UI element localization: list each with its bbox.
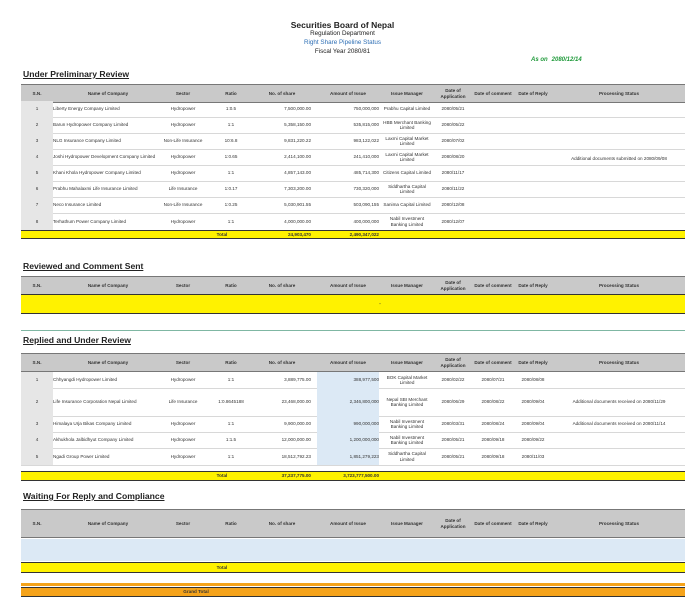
section-title-waiting: Waiting For Reply and Compliance — [23, 491, 165, 501]
cell-ratio: 1:0.25 — [224, 202, 238, 208]
cell-reply — [513, 133, 553, 149]
column-header: Issue Manager — [391, 90, 423, 96]
fiscal-year: Fiscal Year 2080/81 — [314, 48, 371, 55]
column-header: Name of Company — [87, 520, 129, 526]
cell-sn: 4 — [21, 149, 53, 165]
column-header: S.N. — [32, 90, 42, 96]
cell-reply: 2080/08/08 — [521, 377, 545, 383]
report-title: Right Share Pipeline Status — [303, 39, 381, 46]
column-header: S.N. — [32, 359, 42, 365]
cell-name: Life Insurance Corporation Nepal Limited — [53, 399, 137, 405]
total-label: Total — [216, 564, 228, 570]
table-row — [21, 432, 685, 449]
cell-comment: 2080/09/18 — [481, 453, 505, 459]
cell-status — [553, 372, 685, 388]
cell-amount: 535,815,000 — [353, 122, 379, 128]
cell-shares: 18,512,792.23 — [281, 453, 311, 459]
total-label: Total — [216, 231, 228, 237]
table-header — [21, 276, 685, 295]
cell-sn: 1 — [21, 101, 53, 117]
cell-shares: 23,468,000.00 — [281, 399, 311, 405]
cell-sn: 2 — [21, 388, 53, 416]
table-row — [21, 448, 685, 466]
cell-manager: Prabhu Capital Limited — [383, 106, 431, 112]
cell-shares: 3,889,775.00 — [284, 377, 311, 383]
cell-sector: Non-Life Insurance — [163, 202, 203, 208]
column-header: Date of Reply — [518, 90, 548, 96]
cell-app: 2080/11/22 — [441, 186, 465, 192]
cell-ratio: 1:1 — [227, 170, 235, 176]
column-header: Issue Manager — [391, 520, 423, 526]
cell-comment — [473, 101, 513, 117]
cell-comment: 2080/09/18 — [481, 437, 505, 443]
cell-manager: Nabil Investment Banking Limited — [389, 418, 425, 429]
cell-name: Liberty Energy Company Limited — [53, 106, 120, 112]
total-shares: 24,903,470 — [288, 231, 311, 237]
cell-manager: Laxmi Capital Market Limited — [385, 151, 429, 162]
as-on-label: As on — [531, 57, 548, 63]
column-header: Amount of Issue — [330, 359, 366, 365]
cell-manager: Siddhartha Capital Limited — [388, 451, 426, 462]
cell-amount: 983,122,022 — [353, 138, 379, 144]
cell-sn: 2 — [21, 117, 53, 133]
cell-name: Chhyangdi Hydropower Limited — [53, 377, 118, 383]
cell-ratio: 10:6.8 — [224, 138, 238, 144]
cell-amount: 1,851,279,223 — [317, 448, 379, 465]
column-header: S.N. — [32, 282, 42, 288]
cell-amount: 2,346,800,000 — [317, 388, 379, 416]
cell-reply — [513, 117, 553, 133]
column-header: Name of Company — [87, 282, 129, 288]
separator-orange — [21, 583, 685, 586]
as-on — [531, 57, 582, 63]
cell-app: 2080/05/22 — [441, 122, 465, 128]
column-header: Name of Company — [87, 359, 129, 365]
cell-shares: 9,831,220.22 — [284, 138, 311, 144]
table-row — [21, 416, 685, 433]
cell-app: 2080/05/21 — [441, 453, 465, 459]
column-header: Date of Reply — [518, 359, 548, 365]
cell-comment — [473, 213, 513, 230]
department: Regulation Department — [310, 30, 375, 37]
cell-reply — [513, 197, 553, 213]
column-header: Ratio — [225, 282, 237, 288]
table-row — [21, 181, 685, 198]
cell-name: Prabhu Mahalaxmi Life Insurance Limited — [53, 186, 138, 192]
cell-sector: Hydropower — [170, 106, 196, 112]
cell-app: 2080/07/02 — [441, 138, 465, 144]
org-title: Securities Board of Nepal — [290, 20, 395, 30]
cell-manager: Laxmi Capital Market Limited — [385, 135, 429, 146]
cell-shares: 4,857,143.00 — [284, 170, 311, 176]
column-header: Sector — [175, 359, 191, 365]
total-label: Total — [216, 473, 228, 479]
cell-app: 2080/03/31 — [441, 421, 465, 427]
column-header: Ratio — [225, 520, 237, 526]
total-amount: 3,723,777,500.00 — [343, 473, 379, 479]
cell-manager: HBB Merchant Banking Limited — [383, 119, 431, 130]
cell-name: Akhukhola Jalbidhyut Company Limited — [53, 437, 134, 443]
divider-line — [21, 330, 685, 331]
column-header: Date of Reply — [518, 282, 548, 288]
section-title-preliminary: Under Preliminary Review — [23, 69, 130, 79]
cell-shares: 7,500,000.00 — [284, 106, 311, 112]
cell-sector: Life Insurance — [168, 186, 198, 192]
cell-reply — [513, 101, 553, 117]
cell-sector: Hydropower — [170, 453, 196, 459]
cell-manager: Nabil Investment Banking Limited — [389, 434, 425, 445]
cell-amount: 990,000,000 — [317, 416, 379, 432]
cell-sn: 7 — [21, 197, 53, 213]
column-header: Amount of Issue — [330, 520, 366, 526]
cell-reply — [513, 181, 553, 197]
cell-comment — [473, 181, 513, 197]
table-header — [21, 353, 685, 372]
column-header: Date of comment — [474, 90, 512, 96]
column-header: Processing Status — [598, 359, 640, 365]
waiting-empty-row — [21, 539, 685, 561]
cell-sn: 5 — [21, 448, 53, 465]
cell-comment: 2080/07/21 — [481, 377, 505, 383]
cell-sn: 3 — [21, 133, 53, 149]
column-header: Date of Application — [440, 518, 466, 529]
cell-shares: 7,303,200.00 — [284, 186, 311, 192]
cell-manager: Siddhartha Capital Limited — [388, 183, 426, 194]
column-header: No. of share — [268, 520, 296, 526]
cell-sector: Hydropower — [170, 218, 196, 224]
cell-sector: Hydropower — [170, 154, 196, 160]
preliminary-total-bar — [21, 230, 685, 239]
cell-ratio: 1:1 — [227, 218, 235, 224]
cell-sector: Hydropower — [170, 122, 196, 128]
column-header: Sector — [175, 520, 191, 526]
column-header: Processing Status — [598, 282, 640, 288]
replied-total-bar — [21, 471, 685, 481]
cell-app: 2080/02/22 — [441, 377, 465, 383]
column-header: Date of Application — [440, 280, 466, 291]
cell-manager: Citizens Capital Limited — [383, 170, 431, 176]
cell-name: Neco Insurance Limited — [53, 202, 102, 208]
reviewed-dash: - — [379, 301, 381, 307]
cell-ratio: 1:1 — [227, 421, 235, 427]
grand-total-label: Grand Total — [183, 589, 209, 595]
cell-ratio: 1:0.8645188 — [218, 399, 244, 405]
cell-sn: 8 — [21, 213, 53, 230]
cell-sn: 4 — [21, 432, 53, 448]
cell-app: 2080/12/07 — [441, 218, 465, 224]
cell-app: 2080/05/21 — [441, 437, 465, 443]
cell-amount: 485,714,300 — [353, 170, 379, 176]
cell-ratio: 1:0.5 — [225, 106, 237, 112]
cell-amount: 750,000,000 — [353, 106, 379, 112]
column-header: Sector — [175, 282, 191, 288]
cell-reply: 2080/11/03 — [521, 453, 545, 459]
cell-sector: Hydropower — [170, 377, 196, 383]
cell-manager: Nabil Investment Banking Limited — [389, 216, 425, 227]
column-header: Date of Reply — [518, 520, 548, 526]
cell-reply — [513, 149, 553, 165]
column-header: Name of Company — [87, 90, 129, 96]
cell-sn: 5 — [21, 165, 53, 181]
section-title-reviewed: Reviewed and Comment Sent — [23, 261, 144, 271]
cell-shares: 5,030,901.55 — [284, 202, 311, 208]
cell-manager: BOK Capital Market Limited — [386, 374, 428, 385]
table-row — [21, 372, 685, 389]
cell-comment — [473, 117, 513, 133]
cell-comment: 2080/08/22 — [481, 399, 505, 405]
column-header: Date of comment — [474, 282, 512, 288]
column-header: No. of share — [268, 90, 296, 96]
waiting-total-bar — [21, 562, 685, 573]
table-header — [21, 509, 685, 538]
cell-sn: 6 — [21, 181, 53, 197]
column-header: Date of Application — [440, 357, 466, 368]
cell-app: 2080/08/20 — [441, 154, 465, 160]
total-amount: 2,490,347,022 — [349, 231, 379, 237]
cell-shares: 9,900,000.00 — [284, 421, 311, 427]
cell-amount: 388,977,500 — [317, 372, 379, 388]
cell-name: Khani Khola Hydropower Company Limited — [53, 170, 141, 176]
column-header: S.N. — [32, 520, 42, 526]
cell-amount: 730,320,000 — [353, 186, 379, 192]
cell-name: Himalaya Urja Bikas Company Limited — [53, 421, 132, 427]
cell-comment — [473, 133, 513, 149]
cell-ratio: 1:1.5 — [225, 437, 237, 443]
column-header: Amount of Issue — [330, 282, 366, 288]
cell-ratio: 1:1 — [227, 377, 235, 383]
cell-ratio: 1:0.17 — [224, 186, 238, 192]
cell-shares: 4,000,000.00 — [284, 218, 311, 224]
column-header: Sector — [175, 90, 191, 96]
cell-app: 2080/12/08 — [441, 202, 465, 208]
column-header: Ratio — [225, 90, 237, 96]
table-row — [21, 388, 685, 417]
cell-reply: 2080/09/04 — [521, 399, 545, 405]
cell-name: NLG Insurance Company Limited — [53, 138, 121, 144]
column-header: Processing Status — [598, 90, 640, 96]
cell-name: Terhathum Power Company Limited — [53, 218, 127, 224]
cell-amount: 1,200,000,000 — [317, 432, 379, 448]
column-header: Amount of Issue — [330, 90, 366, 96]
cell-sector: Hydropower — [170, 170, 196, 176]
cell-manager: Nepal SBI Merchant Banking Limited — [386, 396, 428, 407]
column-header: Issue Manager — [391, 282, 423, 288]
cell-amount: 241,410,000 — [353, 154, 379, 160]
cell-sector: Hydropower — [170, 421, 196, 427]
cell-status — [553, 432, 685, 448]
cell-comment: 2080/08/24 — [481, 421, 505, 427]
cell-app: 2080/06/29 — [441, 399, 465, 405]
processing-status-note: Additional documents submitted on 2080/09/08 — [571, 156, 667, 162]
reviewed-table — [21, 276, 685, 295]
cell-sector: Hydropower — [170, 437, 196, 443]
cell-comment — [473, 197, 513, 213]
cell-status — [553, 448, 685, 465]
table-row — [21, 213, 685, 231]
cell-shares: 2,414,100.00 — [284, 154, 311, 160]
cell-sector: Life Insurance — [168, 399, 198, 405]
cell-status: Additional documents received on 2080/11/29 — [572, 399, 666, 405]
table-row — [21, 117, 685, 134]
cell-reply — [513, 165, 553, 181]
column-header: No. of share — [268, 359, 296, 365]
cell-app: 2080/05/21 — [441, 106, 465, 112]
reviewed-bar — [21, 294, 685, 314]
cell-manager: Sanima Capital Limited — [383, 202, 431, 208]
replied-table — [21, 353, 685, 372]
grand-total-bar — [21, 587, 685, 597]
cell-sn: 1 — [21, 372, 53, 388]
cell-shares: 5,358,150.00 — [284, 122, 311, 128]
cell-reply: 2080/09/22 — [521, 437, 545, 443]
cell-app: 2080/11/17 — [441, 170, 465, 176]
cell-name: Barun Hydropower Company Limited — [53, 122, 129, 128]
cell-amount: 503,090,155 — [353, 202, 379, 208]
column-header: Date of Application — [440, 88, 466, 99]
table-row — [21, 197, 685, 214]
column-header: Date of comment — [474, 520, 512, 526]
cell-reply — [513, 213, 553, 230]
cell-name: Ngadi Group Power Limited — [53, 453, 110, 459]
cell-comment — [473, 165, 513, 181]
cell-amount: 400,000,000 — [353, 218, 379, 224]
cell-shares: 12,000,000.00 — [281, 437, 311, 443]
cell-name: Joshi Hydropower Development Company Limited — [53, 154, 156, 160]
column-header: Date of comment — [474, 359, 512, 365]
waiting-table — [21, 509, 685, 538]
column-header: No. of share — [268, 282, 296, 288]
cell-ratio: 1:1 — [227, 122, 235, 128]
cell-ratio: 1:0.65 — [224, 154, 238, 160]
total-shares: 37,237,775.00 — [281, 473, 311, 479]
section-title-replied: Replied and Under Review — [23, 335, 131, 345]
column-header: Issue Manager — [391, 359, 423, 365]
column-header: Ratio — [225, 359, 237, 365]
table-row — [21, 101, 685, 118]
as-on-date: 2080/12/14 — [551, 57, 582, 63]
cell-reply: 2080/09/04 — [521, 421, 545, 427]
cell-sector: Non-Life Insurance — [163, 138, 203, 144]
cell-comment — [473, 149, 513, 165]
column-header: Processing Status — [598, 520, 640, 526]
cell-sn: 3 — [21, 416, 53, 432]
cell-ratio: 1:1 — [227, 453, 235, 459]
cell-status: Additional documents received on 2080/11/14 — [572, 421, 666, 427]
